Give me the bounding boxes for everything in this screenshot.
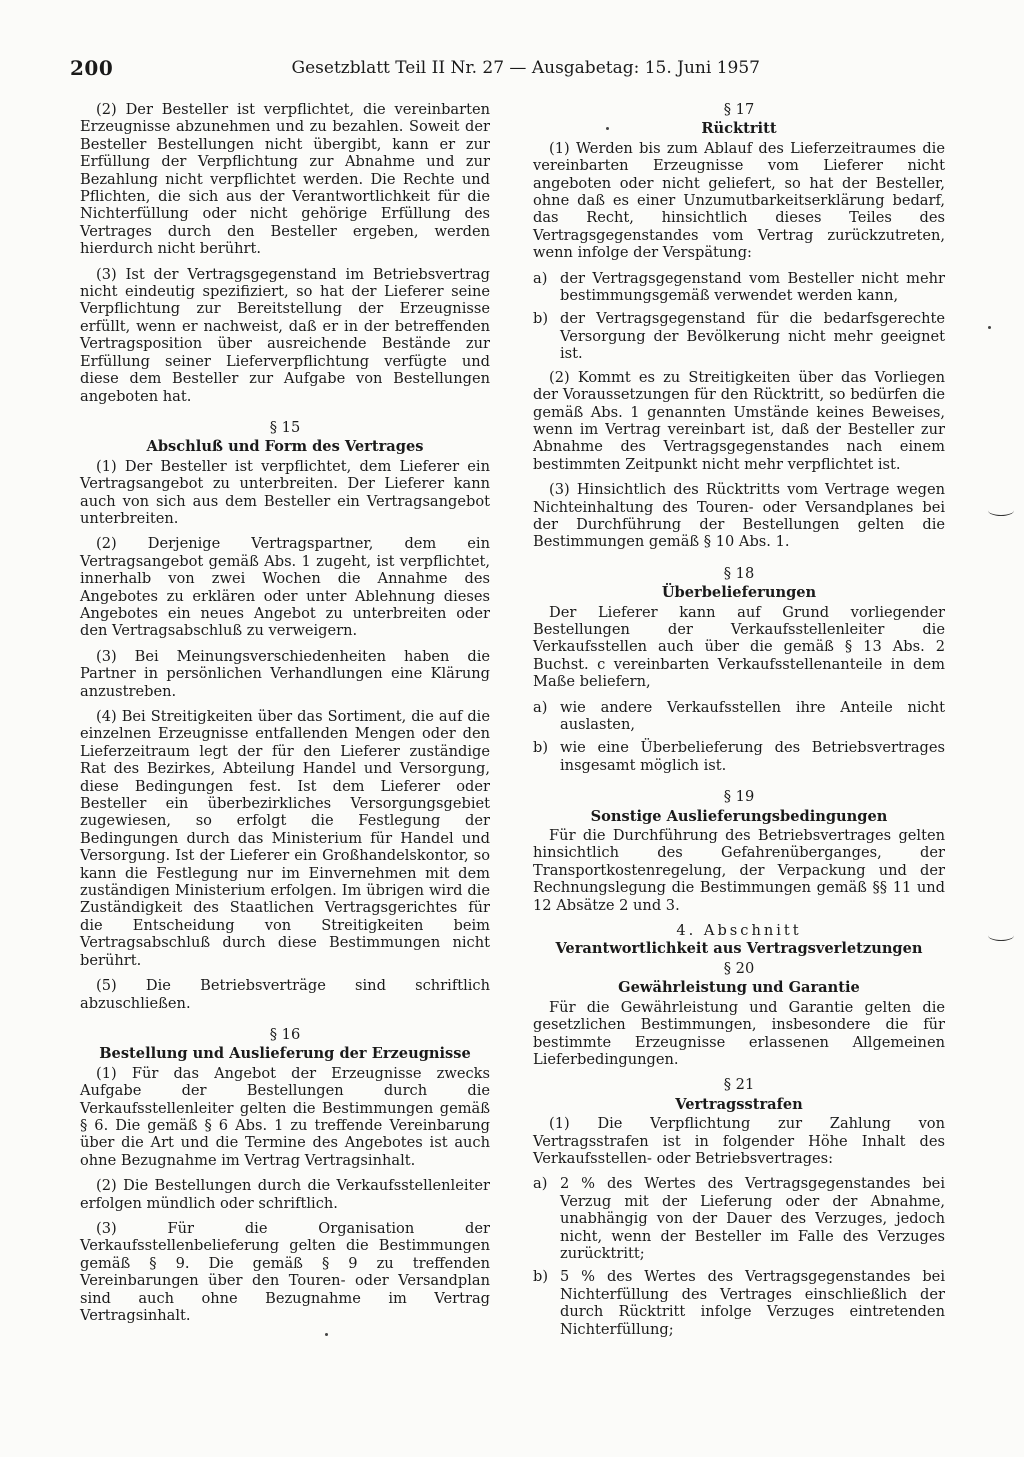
paragraph-20-1: Für die Gewährleistung und Garantie gelten die gesetzlichen Bestimmungen, insbesondere die für bestimmte Erzeugnisse erlassenen Allgemeinen Lieferbedingungen.	[533, 998, 945, 1068]
paragraph-14-3: (3) Ist der Vertragsgegenstand im Betriebsvertrag nicht eindeutig spezifiziert, so hat der Lieferer seine Verpflichtung zur Bereitstellung der Erzeugnisse erfüllt, wenn er nachweist, daß er in der betreffenden Vertragsposition über ausreichende Bestände zur Erfüllung seiner Lieferverpflichtung verfügte und diese dem Besteller zur Aufgabe von Bestellungen angeboten hat.	[80, 265, 490, 405]
right-column	[533, 101, 945, 1344]
page-number: 200	[70, 56, 114, 80]
section-19-title: Sonstige Auslieferungsbedingungen	[590, 807, 888, 825]
margin-dot	[988, 326, 991, 329]
paragraph-15-2: (2) Derjenige Vertragspartner, dem ein Vertragsangebot gemäß Abs. 1 zugeht, ist verpflichtet, innerhalb von zwei Wochen die Annahme des Angebotes zu erklären oder unter Ablehnung dieses Angebotes ein neues Angebot zu unterbreiten oder den Vertragsabschluß zu verweigern.	[80, 535, 490, 640]
list-17	[533, 270, 945, 363]
page-header	[70, 56, 760, 86]
running-head: Gesetzblatt Teil II Nr. 27 — Ausgabetag: 15. Juni 1957	[291, 58, 760, 78]
list-item-label: b)	[533, 310, 549, 328]
paragraph-17-1: (1) Werden bis zum Ablauf des Lieferzeitraumes die vereinbarten Erzeugnisse vom Lieferer nicht angeboten oder nicht geliefert, so hat der Besteller, ohne daß es einer Unzumutbarkeitserklärung bedarf, das Recht, hinsichtlich dieses Teiles des Vertragsgegenstandes vom Vertrag zurückzutreten, wenn infolge der Verspätung:	[533, 139, 945, 262]
list-item-label: a)	[533, 269, 548, 287]
list-item	[533, 1175, 945, 1262]
paragraph-21-1: (1) Die Verpflichtung zur Zahlung von Vertragsstrafen ist in folgender Höhe Inhalt des Verkaufsstellen- oder Betriebsvertrages:	[533, 1115, 945, 1167]
chapter-4-label: 4. Abschnitt	[676, 922, 802, 940]
list-item	[533, 1268, 945, 1338]
section-20-title: Gewährleistung und Garantie	[618, 979, 860, 997]
section-16-title: Bestellung und Auslieferung der Erzeugnisse	[99, 1045, 471, 1063]
section-17-number: § 17	[723, 101, 755, 118]
margin-dot	[325, 1333, 328, 1336]
paragraph-17-2: (2) Kommt es zu Streitigkeiten über das Vorliegen der Voraussetzungen für den Rücktritt, so bedürfen die gemäß Abs. 1 genannten Umstände keines Beweises, wenn im Vertrag vereinbart ist, daß der Besteller zur Abnahme des Vertragsgegenstandes nach einem bestimmten Zeitpunkt nicht mehr verpflichtet ist.	[533, 368, 945, 473]
section-15-number: § 15	[269, 418, 301, 436]
section-17-title: Rücktritt	[701, 120, 777, 138]
list-item-label: a)	[533, 698, 548, 716]
list-item-label: b)	[533, 1268, 549, 1286]
paragraph-17-3: (3) Hinsichtlich des Rücktritts vom Vertrage wegen Nichteinhaltung des Touren- oder Versandplanes bei der Durchführung der Bestellungen gelten die Bestimmungen gemäß § 10 Abs. 1.	[533, 481, 945, 551]
list-item-label: b)	[533, 739, 549, 757]
list-item-text: der Vertragsgegenstand vom Besteller nicht mehr bestimmungsgemäß verwendet werden kann,	[560, 269, 945, 305]
margin-dot	[606, 127, 609, 130]
paragraph-16-3: (3) Für die Organisation der Verkaufsstellenbelieferung gelten die Bestimmungen gemäß § 9. Die gemäß § 9 zu treffenden Vereinbarungen über den Touren- oder Versandplan sind auch ohne Bezugnahme im Vertrag Vertragsinhalt.	[80, 1219, 490, 1324]
list-18	[533, 699, 945, 775]
section-18-number: § 18	[723, 564, 755, 582]
section-20-number: § 20	[723, 959, 755, 977]
section-15-title: Abschluß und Form des Vertrages	[146, 438, 424, 456]
list-item	[533, 699, 945, 734]
section-19-number: § 19	[723, 788, 755, 806]
paragraph-18-1: Der Lieferer kann auf Grund vorliegender Bestellungen der Verkaufsstellenleiter die Verkaufsstellen auch über die gemäß § 13 Abs. 2 Buchst. c vereinbarten Verkaufsstellenanteile in dem Maße beliefern,	[533, 603, 945, 691]
paragraph-19-1: Für die Durchführung des Betriebsvertrages gelten hinsichtlich des Gefahrenüberganges, der Transportkostenregelung, der Verpackung und der Rechnungslegung die Bestimmungen gemäß §§ 11 und 12 Absätze 2 und 3.	[533, 827, 945, 914]
list-item-text: wie eine Überbelieferung des Betriebsvertrages insgesamt möglich ist.	[560, 739, 945, 774]
paragraph-15-1: (1) Der Besteller ist verpflichtet, dem Lieferer ein Vertragsangebot zu unterbreiten. Der Lieferer kann auch von sich aus dem Besteller ein Vertragsangebot unterbreiten.	[80, 457, 490, 527]
list-21	[533, 1175, 945, 1338]
paragraph-15-4: (4) Bei Streitigkeiten über das Sortiment, die auf die einzelnen Erzeugnisse entfallenden Mengen oder den Lieferzeitraum legt der für den Lieferer zuständige Rat des Bezirkes, Abteilung Handel und Versorgung, diese Bedingungen fest. Ist dem Lieferer oder Besteller ein überbezirkliches Versorgungsgebiet zugewiesen, so erfolgt die Festlegung der Bedingungen durch das Ministerium für Handel und Versorgung. Ist der Lieferer ein Großhandelskontor, so kann die Festlegung nur im Einvernehmen mit dem zuständigen Ministerium erfolgen. Im übrigen wird die Zuständigkeit des Staatlichen Vertragsgerichtes für die Entscheidung von Streitigkeiten beim Vertragsabschluß durch diese Bestimmungen nicht berührt.	[80, 708, 490, 969]
paragraph-15-5: (5) Die Betriebsverträge sind schriftlich abzuschließen.	[80, 977, 490, 1012]
paragraph-16-2: (2) Die Bestellungen durch die Verkaufsstellenleiter erfolgen mündlich oder schriftlich.	[80, 1177, 490, 1212]
section-21-number: § 21	[723, 1076, 755, 1094]
list-item-text: der Vertragsgegenstand für die bedarfsgerechte Versorgung der Bevölkerung nicht mehr geeignet ist.	[560, 310, 945, 363]
paragraph-16-1: (1) Für das Angebot der Erzeugnisse zwecks Aufgabe der Bestellungen durch die Verkaufsstellenleiter gelten die Bestimmungen gemäß § 6. Die gemäß § 6 Abs. 1 zu treffende Vereinbarung über die Art und die Termine des Angebotes ist auch ohne Bezugnahme im Vertrag Vertragsinhalt.	[80, 1064, 490, 1169]
list-item-label: a)	[533, 1175, 548, 1193]
list-item-text: wie andere Verkaufsstellen ihre Anteile nicht auslasten,	[560, 698, 945, 733]
paragraph-14-2: (2) Der Besteller ist verpflichtet, die vereinbarten Erzeugnisse abzunehmen und zu bezahlen. Soweit der Besteller Bestellungen nicht übergibt, kann er zur Erfüllung der Verpflichtung zur Abnahme und zur Bezahlung nicht verpflichtet werden. Die Rechte und Pflichten, die sich aus der Verantwortlichkeit für die Nichterfüllung oder nicht gehörige Erfüllung des Vertrages durch den Besteller ergeben, werden hierdurch nicht berührt.	[80, 101, 490, 258]
paragraph-15-3: (3) Bei Meinungsverschiedenheiten haben die Partner in persönlichen Verhandlungen eine Klärung anzustreben.	[80, 647, 490, 700]
list-item-text: 5 % des Wertes des Vertragsgegenstandes bei Nichterfüllung des Vertrages einschließlich der durch Rücktritt infolge Verzuges eintretenden Nichterfüllung;	[560, 1268, 945, 1338]
list-item-text: 2 % des Wertes des Vertragsgegenstandes bei Verzug mit der Lieferung oder der Abnahme, unabhängig von der Dauer des Verzuges, jedoch nicht, wenn der Besteller im Falle des Verzuges zurücktritt;	[560, 1175, 945, 1262]
list-item	[533, 310, 945, 362]
chapter-4-title: Verantwortlichkeit aus Vertragsverletzungen	[555, 940, 923, 958]
margin-mark	[988, 930, 1014, 941]
section-18-title: Überbelieferungen	[661, 584, 817, 602]
list-item	[533, 270, 945, 305]
margin-mark	[988, 505, 1014, 516]
left-column	[80, 101, 490, 1332]
list-item	[533, 739, 945, 774]
section-16-number: § 16	[269, 1025, 301, 1043]
section-21-title: Vertragsstrafen	[675, 1095, 803, 1113]
